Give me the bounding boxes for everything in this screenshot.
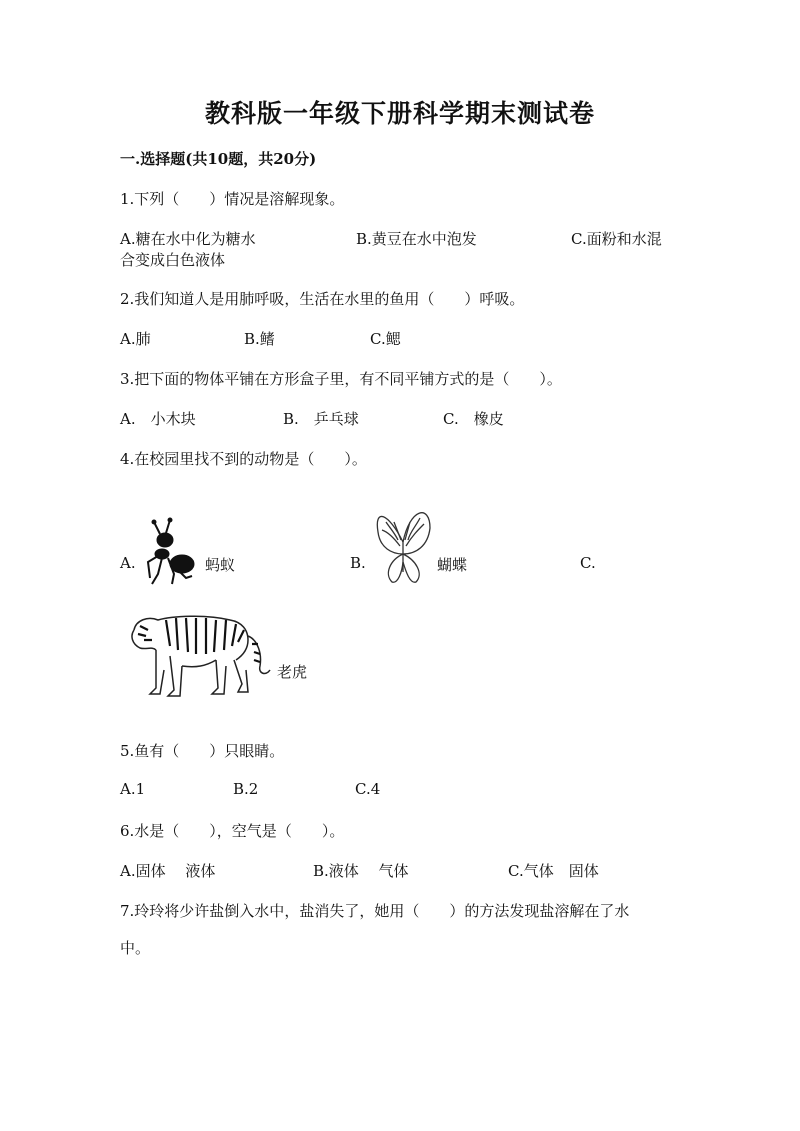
question-7-stem-wrap: 中。 (120, 939, 151, 957)
question-1-stem: 1.下列（ ）情况是溶解现象。 (120, 190, 345, 208)
animal-label-ant: 蚂蚁 (205, 556, 236, 574)
question-4-option-c: C. (580, 554, 596, 572)
question-3-stem: 3.把下面的物体平铺在方形盒子里，有不同平铺方式的是（ ）。 (120, 370, 562, 388)
question-3-option-a: A. 小木块 (120, 410, 196, 428)
question-3-option-b: B. 乒乓球 (283, 410, 359, 428)
question-1-option-c: C.面粉和水混 (571, 230, 662, 248)
question-2-option-c: C.鳃 (370, 330, 401, 348)
question-2-stem: 2.我们知道人是用肺呼吸，生活在水里的鱼用（ ）呼吸。 (120, 290, 525, 308)
question-1-option-b: B.黄豆在水中泡发 (356, 230, 477, 248)
question-2-option-b: B.鳍 (244, 330, 275, 348)
question-5-option-c: C.4 (355, 780, 381, 798)
section-heading: 一.选择题(共10题，共20分) (120, 150, 317, 168)
question-6-option-a: A.固体 液体 (120, 862, 216, 880)
question-7-stem: 7.玲玲将少许盐倒入水中，盐消失了，她用（ ）的方法发现盐溶解在了水 (120, 902, 630, 920)
question-1-option-a: A.糖在水中化为糖水 (120, 230, 256, 248)
question-3-option-c: C. 橡皮 (443, 410, 504, 428)
question-1-option-c-wrap: 合变成白色液体 (120, 251, 226, 269)
question-5-stem: 5.鱼有（ ）只眼睛。 (120, 742, 285, 760)
question-6-option-c: C.气体 固体 (508, 862, 599, 880)
butterfly-icon (370, 502, 436, 588)
ant-icon (140, 516, 200, 588)
question-5-option-b: B.2 (233, 780, 259, 798)
question-6-option-b: B.液体 气体 (313, 862, 409, 880)
question-4-option-a: A. (120, 554, 136, 572)
question-5-option-a: A.1 (120, 780, 146, 798)
question-2-option-a: A.肺 (120, 330, 151, 348)
page-title: 教科版一年级下册科学期末测试卷 (204, 99, 595, 128)
question-6-stem: 6.水是（ ），空气是（ ）。 (120, 822, 345, 840)
tiger-icon (126, 610, 274, 702)
animal-label-tiger: 老虎 (277, 663, 308, 681)
question-4-stem: 4.在校园里找不到的动物是（ ）。 (120, 450, 367, 468)
animal-label-butterfly: 蝴蝶 (437, 556, 468, 574)
question-4-option-b: B. (350, 554, 366, 572)
